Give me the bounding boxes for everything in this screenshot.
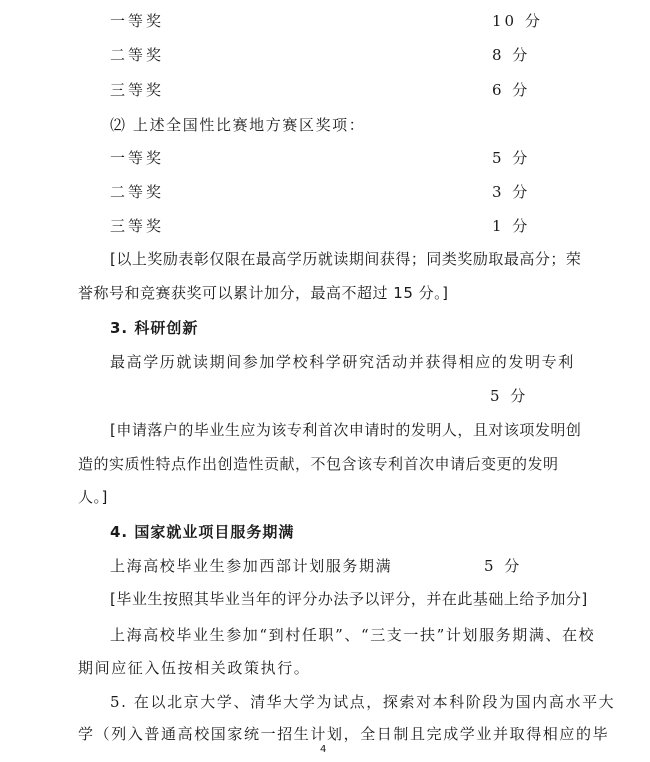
- section5-line-1: 5. 在以北京大学、清华大学为试点，探索对本科阶段为国内高水平大: [110, 693, 616, 711]
- award-label-national-2: 二等奖: [110, 46, 165, 64]
- award-score-national-1: 10 分: [492, 12, 543, 30]
- award-score-regional-3: 1 分: [492, 217, 531, 235]
- service-score: 5 分: [484, 557, 523, 575]
- service-item: 上海高校毕业生参加西部计划服务期满: [110, 557, 393, 575]
- service-paragraph-line-2: 期间应征入伍按相关政策执行。: [78, 659, 311, 677]
- regional-title: ⑵ 上述全国性比赛地方赛区奖项：: [110, 116, 366, 134]
- award-score-regional-1: 5 分: [492, 149, 531, 167]
- award-label-national-3: 三等奖: [110, 81, 165, 99]
- research-note-line-2: 造的实质性特点作出创造性贡献，不包含该专利首次申请后变更的发明: [78, 455, 559, 473]
- award-note-line-2: 誉称号和竞赛获奖可以累计加分，最高不超过 15 分。]: [78, 284, 449, 302]
- service-note: [毕业生按照其毕业当年的评分办法予以评分，并在此基础上给予加分]: [110, 590, 588, 608]
- award-label-regional-1: 一等奖: [110, 149, 165, 167]
- section5-line-2: 学（列入普通高校国家统一招生计划，全日制且完成学业并取得相应的毕: [78, 725, 610, 743]
- research-item: 最高学历就读期间参加学校科学研究活动并获得相应的发明专利: [110, 353, 575, 371]
- section-heading-research: 3. 科研创新: [110, 319, 199, 337]
- service-paragraph-line-1: 上海高校毕业生参加“到村任职”、“三支一扶”计划服务期满、在校: [110, 626, 596, 644]
- award-note-line-1: [以上奖励表彰仅限在最高学历就读期间获得；同类奖励取最高分；荣: [110, 250, 582, 268]
- research-note-line-3: 人。]: [78, 488, 108, 506]
- page-number: 4: [320, 744, 327, 755]
- award-score-regional-2: 3 分: [492, 183, 531, 201]
- section-heading-service: 4. 国家就业项目服务期满: [110, 523, 295, 541]
- award-label-national-1: 一等奖: [110, 12, 165, 30]
- award-score-national-3: 6 分: [492, 81, 531, 99]
- award-score-national-2: 8 分: [492, 46, 531, 64]
- award-label-regional-3: 三等奖: [110, 217, 165, 235]
- research-note-line-1: [申请落户的毕业生应为该专利首次申请时的发明人，且对该项发明创: [110, 421, 582, 439]
- research-score: 5 分: [490, 387, 529, 405]
- award-label-regional-2: 二等奖: [110, 183, 165, 201]
